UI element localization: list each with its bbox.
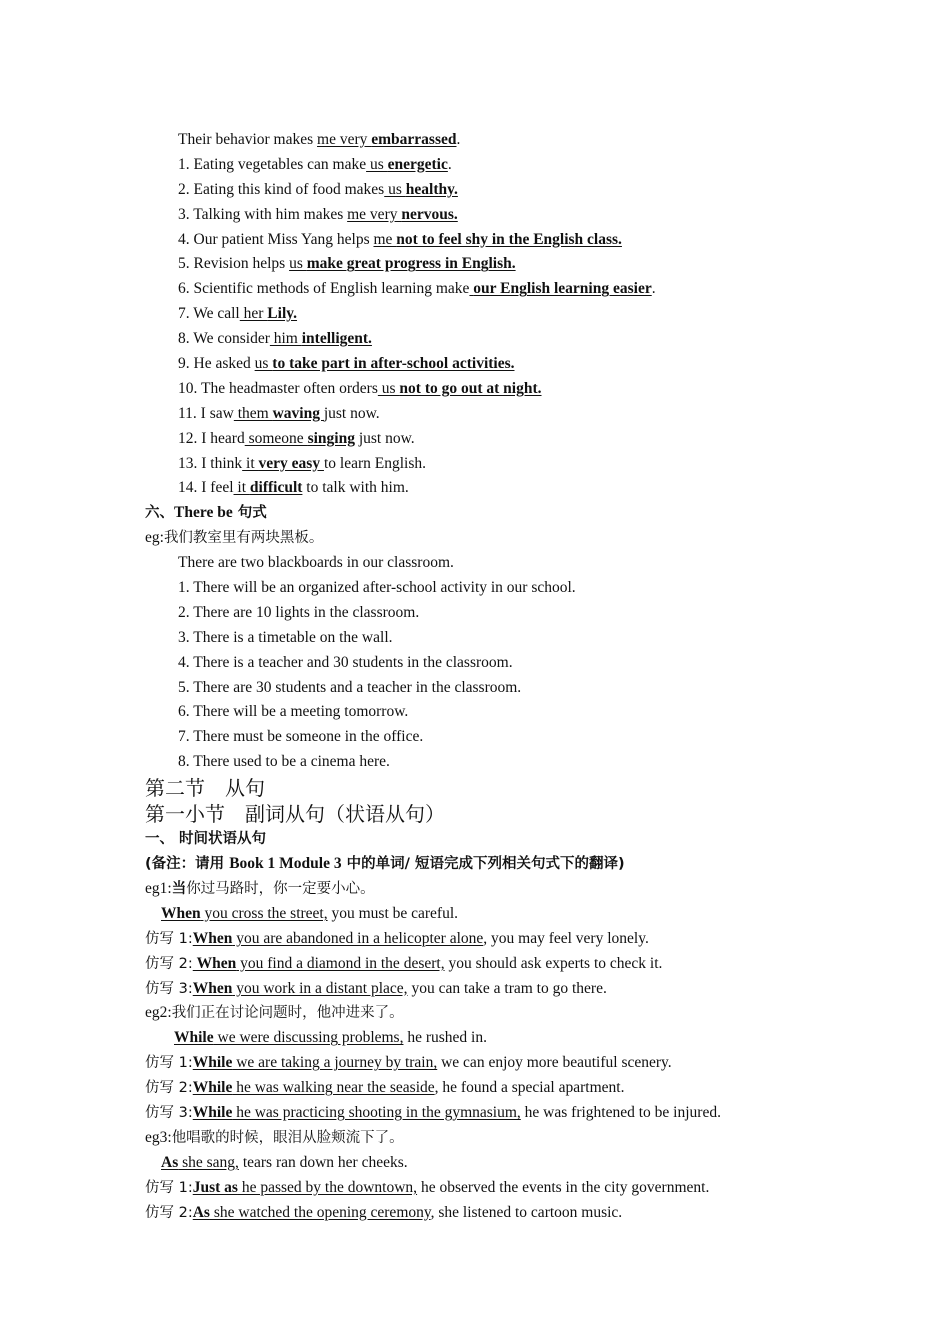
- item-text: 12. I heard: [178, 429, 245, 447]
- object-word: her: [239, 305, 268, 323]
- underlined-part: [469, 280, 651, 297]
- section5-items: [0, 153, 950, 501]
- complement-word: to take part in after-school activities.: [272, 355, 515, 373]
- list-item: 4. There is a teacher and 30 students in the classroom.: [178, 653, 513, 671]
- underlined-clause: [193, 980, 408, 997]
- eg1-imitations: [0, 927, 950, 1002]
- complement-word: singing: [307, 429, 355, 447]
- complement-word: very easy: [258, 454, 324, 472]
- item-text: 2. Eating this kind of food makes: [178, 180, 385, 198]
- object-word: them: [233, 404, 273, 422]
- underlined-part: [270, 330, 372, 347]
- item-text: 14. I feel: [178, 479, 234, 497]
- note: (备注：请用 Book 1 Module 3 中的单词/ 短语完成下列相关句式下的翻译): [145, 855, 625, 873]
- conjunction: While: [192, 1079, 233, 1097]
- conjunction: While: [192, 1103, 233, 1121]
- list-item: [0, 452, 950, 477]
- clause: he was walking near the seaside: [232, 1079, 435, 1097]
- clause: we are taking a journey by train,: [232, 1054, 438, 1072]
- main-clause: we can enjoy more beautiful scenery.: [437, 1054, 672, 1072]
- object-word: me: [373, 230, 397, 248]
- clause: he was practicing shooting in the gymnasium,: [232, 1103, 521, 1121]
- underlined-part: [240, 305, 297, 322]
- imitation-line: [0, 1051, 950, 1076]
- underlined-part: [373, 231, 621, 248]
- imitation-label: 仿写 1:: [145, 1179, 193, 1196]
- object-word: us: [289, 255, 307, 273]
- item-text: 11. I saw: [178, 404, 234, 422]
- item-text: 10. The headmaster often orders: [178, 379, 378, 397]
- list-item: [0, 178, 950, 203]
- main-clause: , you may feel very lonely.: [483, 929, 649, 947]
- eg1-chinese: eg1:当你过马路时，你一定要小心。: [145, 879, 375, 897]
- underlined-clause: [193, 1179, 417, 1196]
- underlined-clause: [193, 1104, 521, 1121]
- underlined-clause: [193, 1079, 435, 1096]
- complement-word: healthy.: [405, 180, 458, 198]
- imitation-label: 仿写 3:: [145, 980, 193, 997]
- imitation-label: 仿写 2:: [145, 955, 193, 972]
- complement-word: difficult: [249, 479, 303, 497]
- list-item: [0, 327, 950, 352]
- list-item: [0, 203, 950, 228]
- eg2-english: While we were discussing problems, he rushed in.: [174, 1029, 487, 1047]
- example-line: eg:我们教室里有两块黑板。: [145, 529, 324, 547]
- list-item: 2. There are 10 lights in the classroom.: [178, 603, 420, 621]
- imitation-label: 仿写 1:: [145, 1055, 193, 1072]
- main-clause: you can take a tram to go there.: [407, 979, 607, 997]
- underlined-object: me very embarrassed: [317, 131, 457, 148]
- eg1-english: When you cross the street, you must be careful.: [161, 904, 459, 922]
- list-item: [0, 352, 950, 377]
- object-word: us: [254, 355, 273, 373]
- object-word: us: [384, 180, 406, 198]
- object-word: someone: [244, 429, 308, 447]
- complement-word: nervous.: [401, 205, 458, 223]
- list-item: 7. There must be someone in the office.: [178, 728, 424, 746]
- list-item: 5. There are 30 students and a teacher in the classroom.: [178, 678, 522, 696]
- conjunction: Just as: [192, 1178, 238, 1196]
- example-sentence: Their behavior makes me very embarrassed.: [178, 131, 461, 148]
- underlined-part: [234, 405, 324, 422]
- object-word: it: [233, 479, 250, 497]
- complement-word: make great progress in English.: [306, 255, 516, 273]
- underlined-part: [245, 430, 355, 447]
- object-word: us: [377, 379, 400, 397]
- complement-word: our English learning easier: [473, 280, 652, 298]
- main-clause: he was frightened to be injured.: [520, 1103, 721, 1121]
- main-clause: you should ask experts to check it.: [444, 954, 663, 972]
- list-item: 8. There used to be a cinema here.: [178, 753, 390, 771]
- item-suffix: just now.: [354, 429, 415, 447]
- imitation-line: [0, 977, 950, 1002]
- document-page: [0, 128, 950, 1225]
- imitation-line: [0, 1201, 950, 1226]
- conjunction: When: [192, 979, 233, 997]
- list-item: [0, 476, 950, 501]
- eg3-imitations: [0, 1176, 950, 1226]
- item-text: 5. Revision helps: [178, 255, 290, 273]
- complement-word: Lily.: [267, 305, 298, 323]
- clause: he passed by the downtown,: [237, 1178, 418, 1196]
- underlined-clause: [193, 1204, 431, 1221]
- underlined-clause: [193, 930, 484, 947]
- item-suffix: .: [447, 155, 452, 173]
- underlined-part: [366, 156, 448, 173]
- underlined-part: [384, 181, 458, 198]
- imitation-line: [0, 1101, 950, 1126]
- example-translation: There are two blackboards in our classroom.: [178, 554, 454, 572]
- item-text: 8. We consider: [178, 330, 270, 348]
- item-suffix: to learn English.: [323, 454, 426, 472]
- list-item: [0, 228, 950, 253]
- list-item: 6. There will be a meeting tomorrow.: [178, 703, 409, 721]
- list-item: 1. There will be an organized after-school activity in our school.: [178, 579, 576, 597]
- section-title: 第二节 从句: [145, 776, 265, 801]
- conjunction: As: [192, 1203, 210, 1221]
- underlined-part: [289, 255, 516, 272]
- list-item: [0, 427, 950, 452]
- list-item: [0, 377, 950, 402]
- text: Their behavior makes: [178, 131, 318, 148]
- list-item: [0, 302, 950, 327]
- clause: you work in a distant place,: [232, 979, 408, 997]
- underlined-part: [255, 355, 515, 372]
- section-heading: 六、There be 句式: [145, 504, 267, 522]
- imitation-line: [0, 927, 950, 952]
- item-text: 9. He asked: [178, 355, 255, 373]
- object-word: us: [366, 155, 388, 173]
- main-clause: , she listened to cartoon music.: [430, 1203, 623, 1221]
- conjunction: When: [192, 929, 233, 947]
- imitation-label: 仿写 1:: [145, 930, 193, 947]
- conjunction: While: [192, 1054, 233, 1072]
- underlined-clause: [193, 955, 445, 972]
- complement-word: not to go out at night.: [399, 379, 542, 397]
- item-text: 3. Talking with him makes: [178, 205, 348, 223]
- clause: she watched the opening ceremony: [209, 1203, 431, 1221]
- conjunction: When: [192, 954, 237, 972]
- clause: you find a diamond in the desert,: [236, 954, 445, 972]
- item-suffix: just now.: [323, 404, 380, 422]
- underlined-part: [242, 455, 324, 472]
- main-clause: , he found a special apartment.: [434, 1079, 625, 1097]
- subsection-title: 第一小节 副词从句（状语从句）: [145, 802, 445, 827]
- imitation-line: [0, 1176, 950, 1201]
- eg3-chinese: eg3:他唱歌的时候，眼泪从脸颊流下了。: [145, 1128, 404, 1146]
- complement-word: intelligent.: [301, 330, 372, 348]
- list-item: [0, 402, 950, 427]
- item-text: 1. Eating vegetables can make: [178, 155, 367, 173]
- item-suffix: .: [651, 280, 656, 298]
- section6-items: [0, 576, 950, 775]
- underlined-part: [347, 206, 458, 223]
- complement-word: waving: [272, 404, 324, 422]
- eg3-english: As she sang, tears ran down her cheeks.: [161, 1153, 408, 1171]
- main-clause: he observed the events in the city government.: [417, 1178, 710, 1196]
- item-suffix: to talk with him.: [302, 479, 409, 497]
- list-item: 3. There is a timetable on the wall.: [178, 628, 393, 646]
- item-text: 4. Our patient Miss Yang helps: [178, 230, 374, 248]
- eg2-chinese: eg2:我们正在讨论问题时，他冲进来了。: [145, 1004, 404, 1022]
- object-word: him: [269, 330, 302, 348]
- complement-word: not to feel shy in the English class.: [396, 230, 622, 248]
- imitation-line: [0, 952, 950, 977]
- object-word: it: [242, 454, 259, 472]
- eg2-imitations: [0, 1051, 950, 1126]
- imitation-label: 仿写 2:: [145, 1080, 193, 1097]
- item-text: 6. Scientific methods of English learning make: [178, 280, 470, 298]
- item-text: 7. We call: [178, 305, 240, 323]
- complement-word: energetic: [387, 155, 448, 173]
- underlined-clause: [193, 1054, 438, 1071]
- list-item: [0, 277, 950, 302]
- underlined-part: [234, 479, 303, 496]
- object-word: me very: [347, 205, 402, 223]
- list-item: [0, 252, 950, 277]
- sub-heading: 一、 时间状语从句: [145, 831, 267, 848]
- imitation-line: [0, 1076, 950, 1101]
- item-text: 13. I think: [178, 454, 243, 472]
- underlined-part: [378, 380, 542, 397]
- imitation-label: 仿写 3:: [145, 1104, 193, 1121]
- clause: you are abandoned in a helicopter alone: [232, 929, 484, 947]
- imitation-label: 仿写 2:: [145, 1204, 193, 1221]
- list-item: [0, 153, 950, 178]
